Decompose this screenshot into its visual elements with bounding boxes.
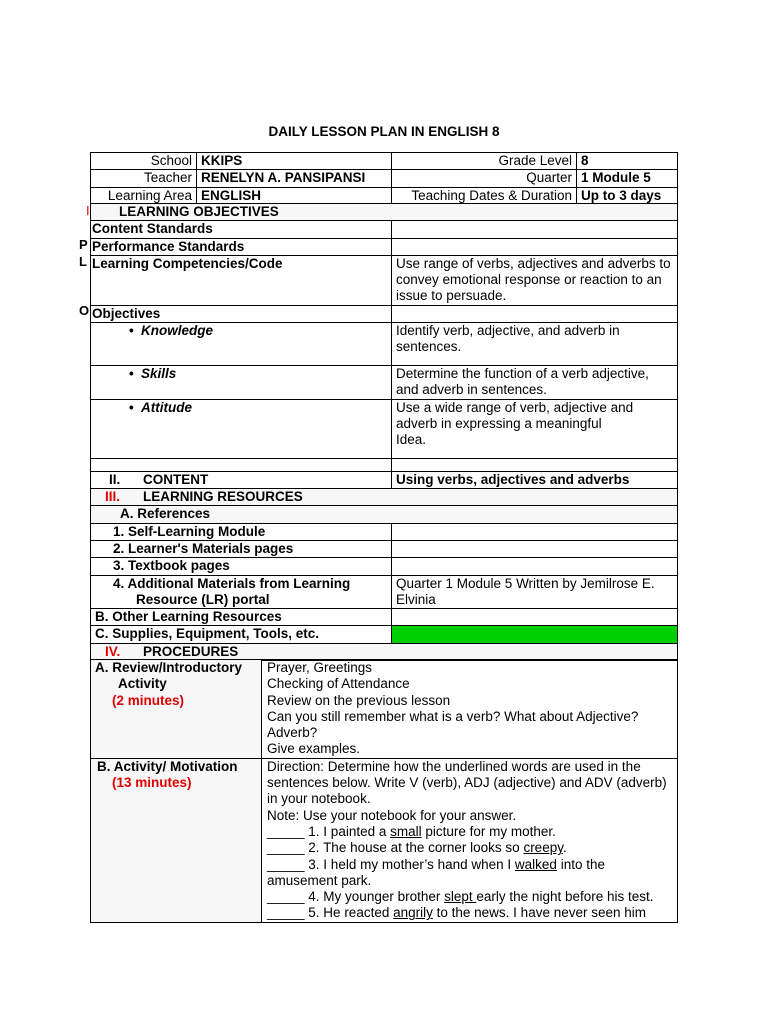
resources-heading: III. LEARNING RESOURCES bbox=[91, 489, 678, 506]
teacher-value: RENELYN A. PANSIPANSI bbox=[197, 170, 392, 187]
activity-content bbox=[262, 758, 678, 922]
teaching-dates-value: Up to 3 days bbox=[577, 187, 678, 204]
objectives-label: Objectives bbox=[91, 305, 392, 322]
references-label: A. References bbox=[91, 506, 678, 523]
activity-direction: Direction: Determine how the underlined words are used in the sentences below. Write V (verb), ADJ (adjective) and ADV (adverb) in your notebook. bbox=[267, 758, 667, 807]
content-standards-label: Content Standards bbox=[91, 221, 392, 238]
review-content: Prayer, Greetings Checking of Attendance Review on the previous lesson Can you still remember what is a verb? What about Adjective? Adverb? Give examples. bbox=[262, 660, 678, 759]
procedures-heading: IV. PROCEDURES bbox=[91, 643, 678, 660]
review-label: A. Review/Introductory Activity (2 minutes) bbox=[91, 660, 262, 759]
school-label: School bbox=[91, 153, 197, 170]
bullet-icon: • bbox=[129, 323, 134, 339]
attitude-value: Use a wide range of verb, adjective and adverb in expressing a meaningful Idea. bbox=[392, 399, 678, 458]
additional-materials-label: 4. Additional Materials from Learning Resource (LR) portal bbox=[91, 575, 392, 609]
skills-label: • Skills bbox=[91, 366, 392, 400]
self-learning-module-label: 1. Self-Learning Module bbox=[91, 523, 392, 540]
activity-label: B. Activity/ Motivation (13 minutes) bbox=[91, 758, 262, 922]
review-time: (2 minutes) bbox=[112, 692, 185, 708]
procedures-table bbox=[90, 659, 678, 923]
self-learning-module-value bbox=[392, 523, 678, 540]
spacer-cell bbox=[91, 458, 392, 471]
objectives-heading: LEARNING OBJECTIVES bbox=[91, 204, 678, 221]
learners-materials-value bbox=[392, 540, 678, 557]
side-letter-p: P bbox=[79, 237, 88, 252]
supplies-value bbox=[392, 626, 678, 643]
activity-time: (13 minutes) bbox=[112, 775, 192, 791]
teaching-dates-label: Teaching Dates & Duration bbox=[392, 187, 577, 204]
learning-area-label: Learning Area bbox=[91, 187, 197, 204]
teacher-label: Teacher bbox=[91, 170, 197, 187]
performance-standards-label: Performance Standards bbox=[91, 238, 392, 255]
sentence-5: _____ 5. He reacted angrily to the news. I have never seen him bbox=[267, 905, 647, 921]
learning-area-value: ENGLISH bbox=[197, 187, 392, 204]
content-value: Using verbs, adjectives and adverbs bbox=[392, 471, 678, 488]
content-heading: II. CONTENT bbox=[91, 471, 392, 488]
performance-standards-value bbox=[392, 238, 678, 255]
spacer-cell bbox=[392, 458, 678, 471]
side-letter-l: L bbox=[79, 254, 87, 269]
grade-label: Grade Level bbox=[392, 153, 577, 170]
bullet-icon: • bbox=[129, 399, 134, 415]
additional-materials-value: Quarter 1 Module 5 Written by Jemilrose E. Elvinia bbox=[392, 575, 678, 609]
attitude-label: • Attitude bbox=[91, 399, 392, 458]
sentence-2: _____ 2. The house at the corner looks so creepy. bbox=[267, 840, 567, 856]
sentence-1: _____ 1. I painted a small picture for my mother. bbox=[267, 823, 556, 839]
school-value: KKIPS bbox=[197, 153, 392, 170]
other-resources-value bbox=[392, 609, 678, 626]
bullet-icon: • bbox=[129, 366, 134, 382]
document-title: DAILY LESSON PLAN IN ENGLISH 8 bbox=[268, 124, 500, 139]
content-standards-value bbox=[392, 221, 678, 238]
skills-value: Determine the function of a verb adjective, and adverb in sentences. bbox=[392, 366, 678, 400]
sentence-3: _____ 3. I held my mother’s hand when I walked into the amusement park. bbox=[267, 856, 605, 888]
grade-value: 8 bbox=[577, 153, 678, 170]
textbook-pages-value bbox=[392, 558, 678, 575]
quarter-label: Quarter bbox=[392, 170, 577, 187]
learning-competencies-value: Use range of verbs, adjectives and adverbs to convey emotional response or reaction to an issue to persuade. bbox=[392, 255, 678, 305]
side-letter-o: O bbox=[79, 303, 90, 318]
activity-note: Note: Use your notebook for your answer. bbox=[267, 807, 517, 823]
knowledge-value: Identify verb, adjective, and adverb in sentences. bbox=[392, 323, 678, 366]
textbook-pages-label: 3. Textbook pages bbox=[91, 558, 392, 575]
sentence-4: _____ 4. My younger brother slept early the night before his test. bbox=[267, 889, 654, 905]
quarter-value: 1 Module 5 bbox=[577, 170, 678, 187]
learners-materials-label: 2. Learner's Materials pages bbox=[91, 540, 392, 557]
objectives-roman-numeral: I. bbox=[86, 203, 94, 218]
other-resources-label: B. Other Learning Resources bbox=[91, 609, 392, 626]
header-table bbox=[90, 152, 678, 205]
knowledge-label: • Knowledge bbox=[91, 323, 392, 366]
objectives-value bbox=[392, 305, 678, 322]
supplies-label: C. Supplies, Equipment, Tools, etc. bbox=[91, 626, 392, 643]
learning-competencies-label: Learning Competencies/Code bbox=[91, 255, 392, 305]
lesson-plan-table bbox=[90, 203, 678, 661]
